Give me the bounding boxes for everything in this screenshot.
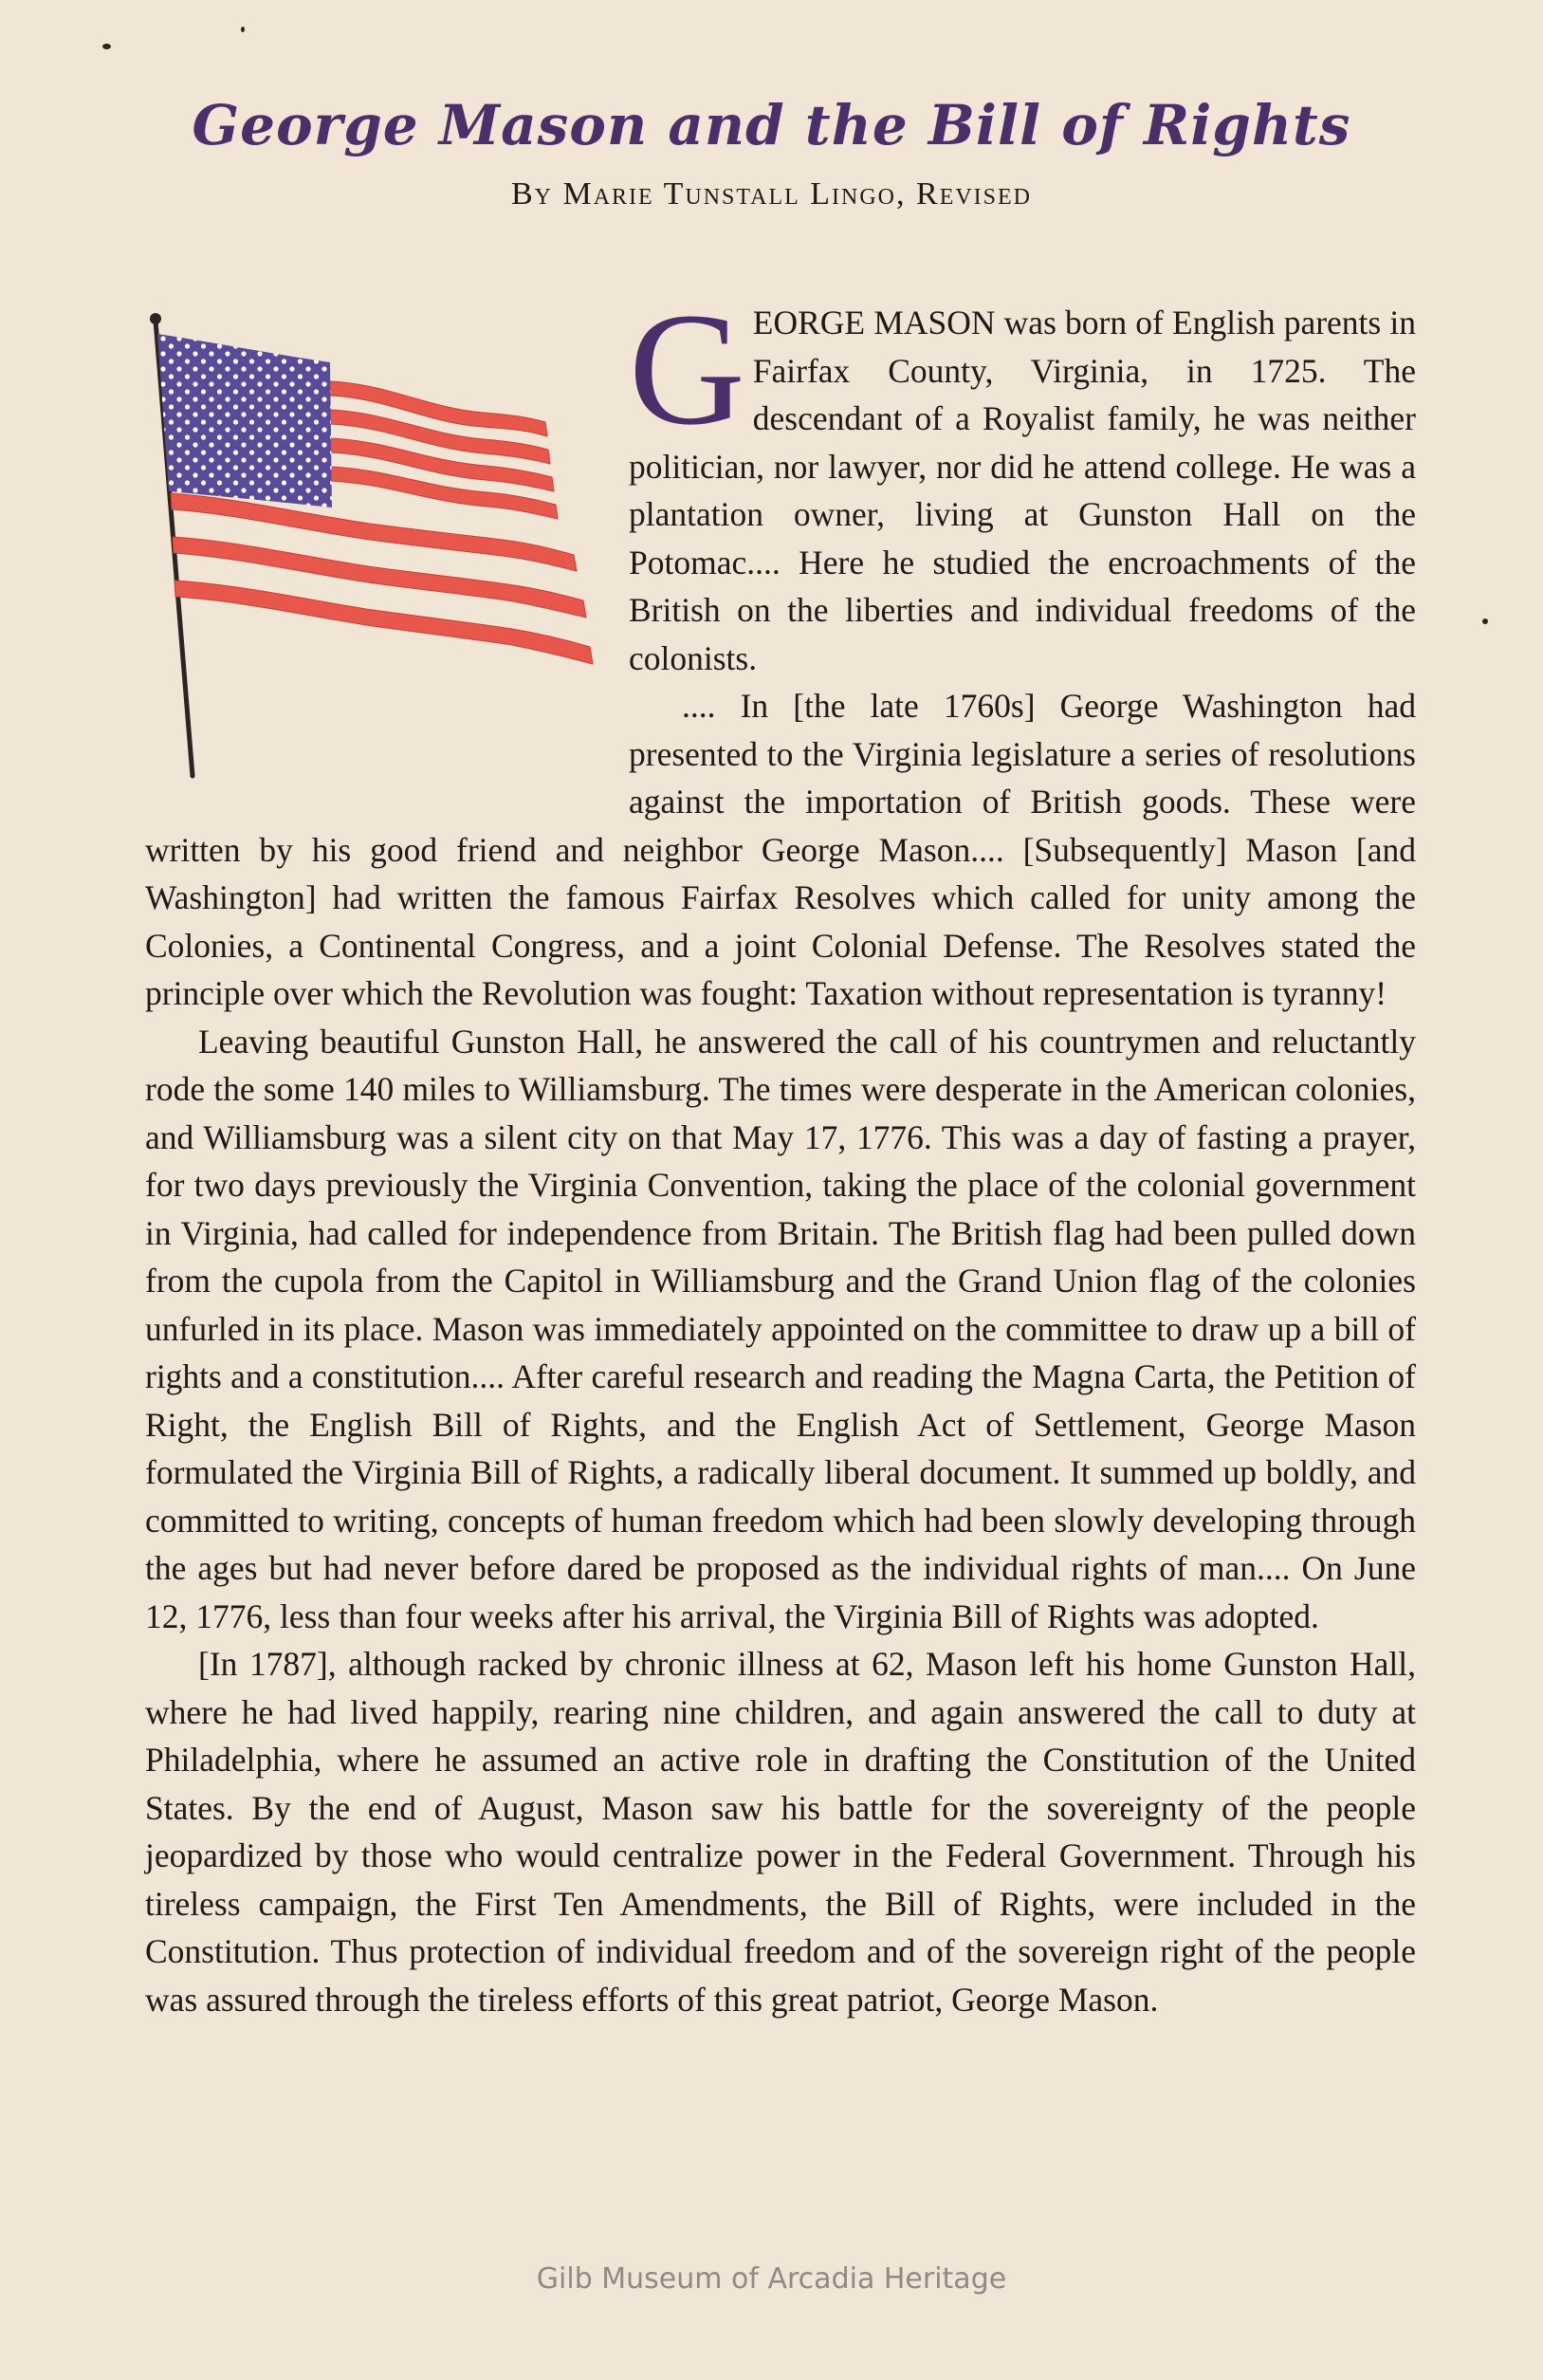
byline: By Marie Tunstall Lingo, Revised [510, 176, 1033, 212]
paragraph-4: [In 1787], although racked by chronic illness at 62, Mason left his home Gunston Hall, where he had lived happily, rearing nine children, and again answered the call to duty at Philadelphia, where he assumed an active role in drafting the Constitution of the United States. By the end of August, Mason saw his battle for the sovereignty of the people jeopardized by those who would centralize power in the Federal Government. Through his tireless campaign, the First Ten Amendments, the Bill of Rights, were included in the Constitution. Thus protection of individual freedom and of the sovereign right of the people was assured through the tireless efforts of this great patriot, George Mason. [145, 1645, 1416, 2019]
paragraph-3: Leaving beautiful Gunston Hall, he answered the call of his countrymen and reluctantly rode the some 140 miles to Williamsburg. The times were desperate in the American colonies, and Williamsburg was a silent city on that May 17, 1776. This was a day of fasting a prayer, for two days previously the Virginia Convention, taking the place of the colonial government in Virginia, had called for independence from Britain. The British flag had been pulled down from the cupola from the Capitol in Williamsburg and the Grand Union flag of the colonies unfurled in its place. Mason was immediately appointed on the committee to draw up a bill of rights and a constitution.... After careful research and reading the Magna Carta, the Petition of Right, the English Bill of Rights, and the English Act of Settlement, George Mason formulated the Virginia Bill of Rights, a radically liberal document. It summed up boldly, and committed to writing, concepts of human freedom which had been slowly developing through the ages but had never before dared be proposed as the individual rights of man.... On June 12, 1776, less than four weeks after his arrival, the Virginia Bill of Rights was adopted. [145, 1022, 1416, 1635]
museum-credit: Gilb Museum of Arcadia Heritage [536, 2262, 1007, 2296]
scan-speck [102, 44, 111, 49]
drop-cap-letter: G [629, 280, 745, 458]
paragraph-1-text: EORGE MASON was born of English parents in Fairfax County, Virginia, in 1725. The descendant of a Royalist family, he was neither politician, nor lawyer, nor did he attend college. He was a plantation owner, living at Gunston Hall on the Potomac.... Here he studied the encroachments of the British on the liberties and individual freedoms of the colonists. [629, 304, 1416, 677]
page-title: George Mason and the Bill of Rights [192, 93, 1351, 157]
flag-text-wrap-space [145, 299, 629, 825]
scan-speck [241, 27, 245, 32]
article-body [145, 280, 1416, 2023]
scan-speck [1482, 618, 1488, 624]
paragraph-2: .... In [the late 1760s] George Washington had presented to the Virginia legislature a series of resolutions against the importation of British goods. These were written by his good friend and neighbor George Mason.... [Subsequently] Mason [and Washington] had written the famous Fairfax Resolves which called for unity among the Colonies, a Continental Congress, and a joint Colonial Defense. The Resolves stated the principle over which the Revolution was fought: Taxation without representation is tyranny! [145, 687, 1416, 1012]
